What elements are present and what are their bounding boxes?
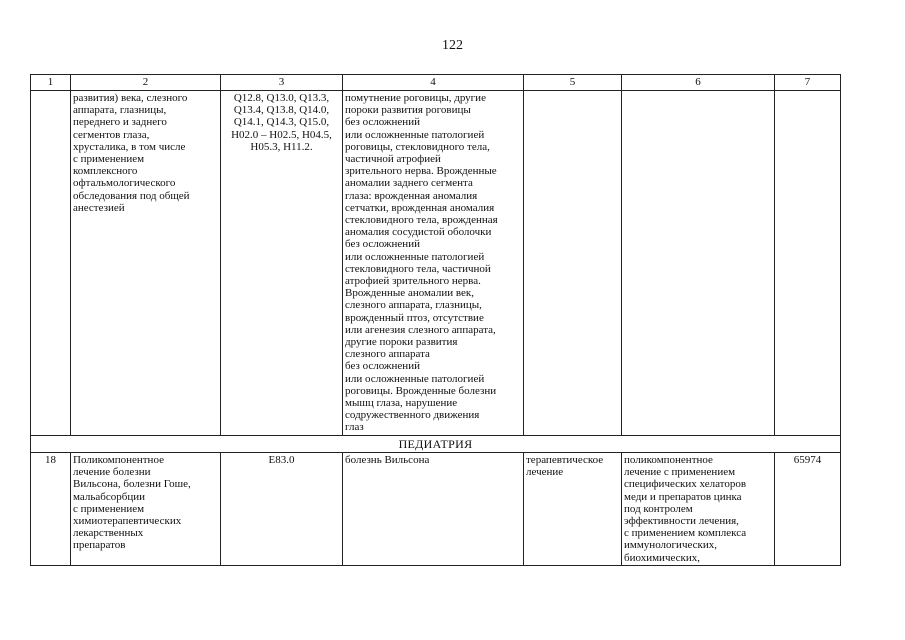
column-number-3: 3 — [221, 75, 343, 91]
cost-cell — [775, 91, 841, 436]
column-number-6: 6 — [622, 75, 775, 91]
patient-model-cell: болезнь Вильсона — [343, 452, 524, 565]
column-number-1: 1 — [31, 75, 71, 91]
treatment-kind-cell — [524, 91, 622, 436]
icd-codes-cell: Q12.8, Q13.0, Q13.3, Q13.4, Q13.8, Q14.0, Q14.1, Q14.3, Q15.0, H02.0 – H02.5, H04.5, H05.3, H11.2. — [221, 91, 343, 436]
treatment-method-cell: поликомпонентное лечение с применением специфических хелаторов меди и препаратов цинка под контролем эффективности лечения, с применением комплекса иммунологических, биохимических, — [622, 452, 775, 565]
medical-care-table — [30, 74, 841, 566]
treatment-kind-cell: терапевтическое лечение — [524, 452, 622, 565]
column-number-5: 5 — [524, 75, 622, 91]
cost-cell: 65974 — [775, 452, 841, 565]
treatment-type-cell: развития) века, слезного аппарата, глазницы, переднего и заднего сегментов глаза, хрусталика, в том числе с применением комплексного офтальмологического обследования под общей анестезией — [71, 91, 221, 436]
table-row-18 — [31, 452, 841, 565]
treatment-method-cell — [622, 91, 775, 436]
page-number: 122 — [442, 38, 463, 53]
column-number-7: 7 — [775, 75, 841, 91]
row-number-cell — [31, 91, 71, 436]
patient-model-cell: помутнение роговицы, другие пороки развития роговицы без осложнений или осложненные патологией роговицы, стекловидного тела, частичной атрофией зрительного нерва. Врожденные аномалии заднего сегмента глаза: врожденная аномалия сетчатки, врожденная аномалия стекловидного тела, врожденная аномалия сосудистой оболочки без осложнений или осложненные патологией стекловидного тела, частичной атрофией зрительного нерва. Врожденные аномалии век, слезного аппарата, глазницы, врожденный птоз, отсутствие или агенезия слезного аппарата, другие пороки развития слезного аппарата без осложнений или осложненные патологией роговицы. Врожденные болезни мышц глаза, нарушение содружественного движения глаз — [343, 91, 524, 436]
row-number-cell: 18 — [31, 452, 71, 565]
section-title: ПЕДИАТРИЯ — [31, 435, 841, 452]
column-number-4: 4 — [343, 75, 524, 91]
treatment-type-cell: Поликомпонентное лечение болезни Вильсона, болезни Гоше, мальабсорбции с применением химиотерапевтических лекарственных препаратов — [71, 452, 221, 565]
column-number-2: 2 — [71, 75, 221, 91]
icd-codes-cell: E83.0 — [221, 452, 343, 565]
table-header-row — [31, 75, 841, 91]
table-row-continued — [31, 91, 841, 436]
section-row — [31, 435, 841, 452]
